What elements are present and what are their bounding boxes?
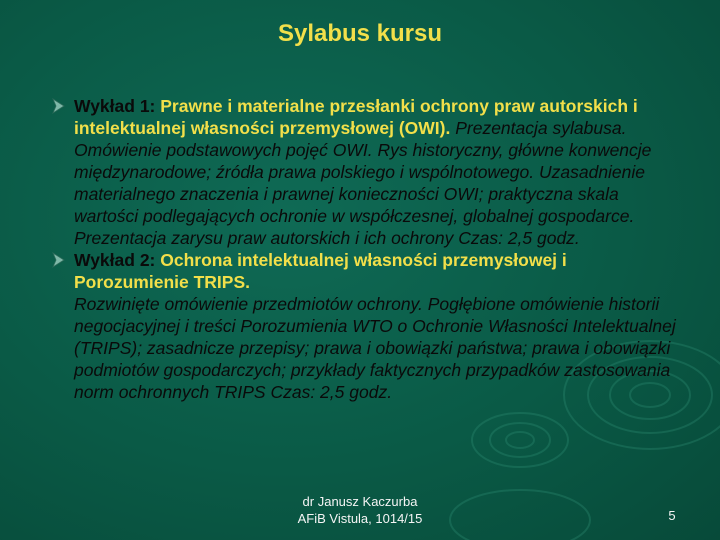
arrow-bullet-icon — [52, 251, 66, 269]
lecture-heading: Prawne i materialne przesłanki ochrony praw autorskich i intelektualnej własności przemysłowej (OWI). — [74, 96, 638, 138]
page-number: 5 — [668, 508, 676, 523]
lecture-heading: Ochrona intelektualnej własności przemysłowej i Porozumienie TRIPS. — [74, 250, 567, 292]
lecture-description: Prezentacja sylabusa. Omówienie podstawowych pojęć OWI. Rys historyczny, główne konwencje międzynarodowe; źródła prawa polskiego i wspólnotowego. Uzasadnienie materialnego znaczenia i prawnej konieczności OWI; praktyczna skala wartości podlegających ochronie w współczesnej, globalnej gospodarce. Prezentacja zarysu praw autorskich i ich ochrony Czas: 2,5 godz. — [74, 118, 652, 248]
lecture-label: Wykład 1: — [74, 96, 161, 116]
list-item — [52, 249, 682, 403]
slide-title: Sylabus kursu — [277, 20, 443, 47]
arrow-bullet-icon — [52, 97, 66, 115]
syllabus-list — [52, 95, 682, 403]
institution-info: AFiB Vistula, 1014/15 — [297, 511, 423, 526]
slide-footer — [260, 493, 460, 527]
author-name: dr Janusz Kaczurba — [302, 494, 418, 509]
lecture-description: Rozwinięte omówienie przedmiotów ochrony. Pogłębione omówienie historii negocjacyjnej i treści Porozumienia WTO o Ochronie Własności Intelektualnej (TRIPS); zasadnicze przepisy; prawa i obowiązki państwa; prawa i obowiązki podmiotów gospodarczych; przykłady faktycznych przypadków zastosowania norm ochronnych TRIPS Czas: 2,5 godz. — [74, 294, 676, 402]
list-item — [52, 95, 682, 249]
lecture-label: Wykład 2: — [74, 250, 161, 270]
